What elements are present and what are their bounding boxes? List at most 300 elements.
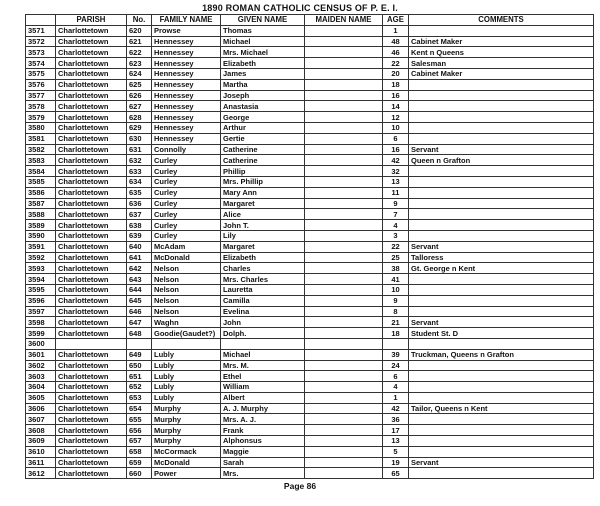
number-cell: 623 (127, 58, 152, 69)
parish-cell: Charlottetown (56, 436, 127, 447)
row-id-cell: 3590 (26, 230, 56, 241)
age-cell: 65 (383, 468, 409, 479)
parish-cell: Charlottetown (56, 187, 127, 198)
age-cell: 19 (383, 457, 409, 468)
comments-cell (409, 101, 594, 112)
given-name-cell: Mrs. Michael (221, 47, 305, 58)
number-cell: 626 (127, 90, 152, 101)
age-cell: 21 (383, 317, 409, 328)
family-name-cell: McCormack (152, 446, 221, 457)
parish-cell: Charlottetown (56, 90, 127, 101)
family-name-cell: Power (152, 468, 221, 479)
given-name-cell: A. J. Murphy (221, 403, 305, 414)
comments-cell (409, 306, 594, 317)
parish-cell: Charlottetown (56, 47, 127, 58)
header-row (26, 15, 594, 26)
comments-cell (409, 187, 594, 198)
row-id-cell: 3610 (26, 446, 56, 457)
family-name-cell: Connolly (152, 144, 221, 155)
maiden-name-cell (305, 166, 383, 177)
comments-cell (409, 220, 594, 231)
family-name-cell: Murphy (152, 414, 221, 425)
given-name-cell: Albert (221, 392, 305, 403)
given-name-cell: Camilla (221, 295, 305, 306)
table-row (26, 176, 594, 187)
age-cell: 6 (383, 371, 409, 382)
row-id-cell: 3598 (26, 317, 56, 328)
census-table (25, 14, 594, 479)
comments-cell: Gt. George n Kent (409, 263, 594, 274)
maiden-name-cell (305, 403, 383, 414)
number-cell: 659 (127, 457, 152, 468)
given-name-cell: Mrs. (221, 468, 305, 479)
table-row (26, 252, 594, 263)
family-name-cell: McDonald (152, 457, 221, 468)
number-cell: 629 (127, 122, 152, 133)
row-id-cell: 3601 (26, 349, 56, 360)
comments-cell: Servant (409, 317, 594, 328)
given-name-cell: James (221, 68, 305, 79)
maiden-name-cell (305, 25, 383, 36)
age-cell: 20 (383, 68, 409, 79)
comments-cell (409, 338, 594, 349)
number-cell: 641 (127, 252, 152, 263)
row-id-cell: 3608 (26, 425, 56, 436)
table-row (26, 241, 594, 252)
table-row (26, 198, 594, 209)
row-id-cell: 3573 (26, 47, 56, 58)
family-name-cell: Lubly (152, 349, 221, 360)
number-cell: 656 (127, 425, 152, 436)
table-row (26, 90, 594, 101)
family-name-cell: Hennessey (152, 47, 221, 58)
family-name-cell: Lubly (152, 392, 221, 403)
number-cell: 640 (127, 241, 152, 252)
parish-cell: Charlottetown (56, 112, 127, 123)
maiden-name-cell (305, 133, 383, 144)
row-id-cell: 3584 (26, 166, 56, 177)
maiden-name-cell (305, 241, 383, 252)
table-row (26, 79, 594, 90)
row-id-cell: 3607 (26, 414, 56, 425)
maiden-name-cell (305, 436, 383, 447)
given-name-cell: Charles (221, 263, 305, 274)
table-row (26, 436, 594, 447)
number-cell: 636 (127, 198, 152, 209)
maiden-name-cell (305, 36, 383, 47)
table-row (26, 263, 594, 274)
age-cell: 12 (383, 112, 409, 123)
given-name-cell: Alphonsus (221, 436, 305, 447)
maiden-name-cell (305, 295, 383, 306)
parish-header: PARISH (56, 15, 127, 26)
number-cell: 637 (127, 209, 152, 220)
family-name-cell: Nelson (152, 263, 221, 274)
number-cell: 657 (127, 436, 152, 447)
given-name-cell: Lily (221, 230, 305, 241)
maiden-name-cell (305, 155, 383, 166)
row-id-cell: 3612 (26, 468, 56, 479)
row-id-cell: 3577 (26, 90, 56, 101)
number-cell: 635 (127, 187, 152, 198)
given-name-cell: John T. (221, 220, 305, 231)
age-cell: 46 (383, 47, 409, 58)
maiden-name-cell (305, 328, 383, 339)
parish-cell: Charlottetown (56, 241, 127, 252)
age-cell: 39 (383, 349, 409, 360)
given-name-cell: Catherine (221, 144, 305, 155)
row-id-cell: 3593 (26, 263, 56, 274)
row-id-cell: 3605 (26, 392, 56, 403)
age-cell: 10 (383, 284, 409, 295)
family-name-cell: Hennessey (152, 122, 221, 133)
table-row (26, 295, 594, 306)
comments-cell: Kent n Queens (409, 47, 594, 58)
given-name-cell: William (221, 382, 305, 393)
age-cell: 1 (383, 392, 409, 403)
table-row (26, 414, 594, 425)
row-id-cell: 3582 (26, 144, 56, 155)
parish-cell: Charlottetown (56, 36, 127, 47)
age-cell: 1 (383, 25, 409, 36)
maiden-name-cell (305, 198, 383, 209)
table-row (26, 112, 594, 123)
comments-cell: Student St. D (409, 328, 594, 339)
row-id-cell: 3585 (26, 176, 56, 187)
table-row (26, 403, 594, 414)
parish-cell: Charlottetown (56, 176, 127, 187)
parish-cell: Charlottetown (56, 155, 127, 166)
parish-cell: Charlottetown (56, 209, 127, 220)
family-name-cell: Waghn (152, 317, 221, 328)
table-row (26, 338, 594, 349)
parish-cell: Charlottetown (56, 392, 127, 403)
age-cell: 41 (383, 274, 409, 285)
number-cell: 650 (127, 360, 152, 371)
row-id-cell: 3578 (26, 101, 56, 112)
parish-cell: Charlottetown (56, 68, 127, 79)
table-row (26, 68, 594, 79)
table-row (26, 360, 594, 371)
table-row (26, 425, 594, 436)
age-cell: 4 (383, 220, 409, 231)
age-cell: 42 (383, 155, 409, 166)
comments-cell (409, 79, 594, 90)
table-row (26, 446, 594, 457)
family-name-cell: McDonald (152, 252, 221, 263)
number-cell: 646 (127, 306, 152, 317)
age-cell: 18 (383, 79, 409, 90)
table-row (26, 306, 594, 317)
row-id-cell: 3574 (26, 58, 56, 69)
number-cell: 639 (127, 230, 152, 241)
comments-cell: Cabinet Maker (409, 68, 594, 79)
maiden-name-cell (305, 112, 383, 123)
row-id-cell: 3602 (26, 360, 56, 371)
family-name-cell: Hennessey (152, 90, 221, 101)
row-id-cell: 3597 (26, 306, 56, 317)
comments-cell (409, 198, 594, 209)
table-row (26, 468, 594, 479)
number-cell: 624 (127, 68, 152, 79)
row-id-cell: 3580 (26, 122, 56, 133)
parish-cell: Charlottetown (56, 263, 127, 274)
given-name-cell: Maggie (221, 446, 305, 457)
table-row (26, 133, 594, 144)
row-id-cell: 3588 (26, 209, 56, 220)
given-name-cell: Michael (221, 36, 305, 47)
family-name-cell: Curley (152, 198, 221, 209)
comments-cell (409, 446, 594, 457)
given-name-cell: Joseph (221, 90, 305, 101)
number-cell: 638 (127, 220, 152, 231)
family-name-cell: Hennessey (152, 36, 221, 47)
number-cell: 651 (127, 371, 152, 382)
parish-cell: Charlottetown (56, 230, 127, 241)
row-id-cell: 3581 (26, 133, 56, 144)
table-row (26, 25, 594, 36)
number-cell: 655 (127, 414, 152, 425)
given-name-cell: Margaret (221, 198, 305, 209)
given-name-cell: Elizabeth (221, 252, 305, 263)
age-cell: 22 (383, 241, 409, 252)
maiden-name-cell (305, 360, 383, 371)
number-cell: 627 (127, 101, 152, 112)
number-cell: 647 (127, 317, 152, 328)
maiden-name-cell (305, 457, 383, 468)
table-row (26, 328, 594, 339)
maiden-name-cell (305, 252, 383, 263)
row-id-cell: 3576 (26, 79, 56, 90)
given-name-cell: Dolph. (221, 328, 305, 339)
comments-cell (409, 360, 594, 371)
age-cell: 38 (383, 263, 409, 274)
age-cell: 9 (383, 295, 409, 306)
age-cell: 32 (383, 166, 409, 177)
age-cell: 9 (383, 198, 409, 209)
number-cell: 658 (127, 446, 152, 457)
number-cell: 644 (127, 284, 152, 295)
given-name-cell: Evelina (221, 306, 305, 317)
parish-cell: Charlottetown (56, 122, 127, 133)
row-id-cell: 3583 (26, 155, 56, 166)
parish-cell: Charlottetown (56, 403, 127, 414)
number-cell: 649 (127, 349, 152, 360)
number-cell: 648 (127, 328, 152, 339)
comments-cell (409, 209, 594, 220)
age-cell: 42 (383, 403, 409, 414)
age-cell (383, 338, 409, 349)
maiden-name-cell (305, 263, 383, 274)
family-name-cell: McAdam (152, 241, 221, 252)
given-name-cell (221, 338, 305, 349)
given-name-cell: Lauretta (221, 284, 305, 295)
family-name-cell: Murphy (152, 436, 221, 447)
table-row (26, 47, 594, 58)
number-cell: 652 (127, 382, 152, 393)
age-cell: 14 (383, 101, 409, 112)
parish-cell: Charlottetown (56, 328, 127, 339)
parish-cell: Charlottetown (56, 166, 127, 177)
comments-cell (409, 90, 594, 101)
age-cell: 10 (383, 122, 409, 133)
parish-cell: Charlottetown (56, 414, 127, 425)
age-cell: 16 (383, 90, 409, 101)
comments-cell (409, 371, 594, 382)
table-row (26, 209, 594, 220)
age-cell: 18 (383, 328, 409, 339)
maiden-name-cell (305, 79, 383, 90)
family-name-cell (152, 338, 221, 349)
comments-cell (409, 414, 594, 425)
parish-cell: Charlottetown (56, 468, 127, 479)
maiden-name-cell (305, 122, 383, 133)
family-name-cell: Nelson (152, 284, 221, 295)
family-name-cell: Curley (152, 230, 221, 241)
comments-cell (409, 166, 594, 177)
maiden-name-cell (305, 209, 383, 220)
row-id-cell: 3599 (26, 328, 56, 339)
family-name-cell: Hennessey (152, 101, 221, 112)
parish-cell: Charlottetown (56, 101, 127, 112)
family-name-cell: Lubly (152, 360, 221, 371)
maiden-name-cell (305, 144, 383, 155)
number-cell: 642 (127, 263, 152, 274)
number-cell: 660 (127, 468, 152, 479)
age-cell: 5 (383, 446, 409, 457)
parish-cell: Charlottetown (56, 220, 127, 231)
age-cell: 17 (383, 425, 409, 436)
comments-cell: Truckman, Queens n Grafton (409, 349, 594, 360)
table-row (26, 187, 594, 198)
comments-cell (409, 122, 594, 133)
maiden-name-cell (305, 349, 383, 360)
number-cell: 653 (127, 392, 152, 403)
number-cell: 645 (127, 295, 152, 306)
comments-cell: Servant (409, 241, 594, 252)
family-name-cell: Nelson (152, 306, 221, 317)
given-name-cell: Ethel (221, 371, 305, 382)
comments-cell (409, 295, 594, 306)
row-id-cell: 3592 (26, 252, 56, 263)
family-name-cell: Lubly (152, 382, 221, 393)
number-cell: 622 (127, 47, 152, 58)
maiden-name-cell (305, 47, 383, 58)
comments-header: COMMENTS (409, 15, 594, 26)
number-cell: 621 (127, 36, 152, 47)
comments-cell (409, 133, 594, 144)
parish-cell: Charlottetown (56, 133, 127, 144)
maiden-name-cell (305, 220, 383, 231)
family-name-cell: Lubly (152, 371, 221, 382)
comments-cell (409, 392, 594, 403)
maiden-name-cell (305, 176, 383, 187)
row-id-cell: 3611 (26, 457, 56, 468)
family-name-cell: Hennessey (152, 112, 221, 123)
age-cell: 25 (383, 252, 409, 263)
row-id-cell: 3586 (26, 187, 56, 198)
age-cell: 7 (383, 209, 409, 220)
family-name-cell: Nelson (152, 295, 221, 306)
table-row (26, 382, 594, 393)
number-cell: 631 (127, 144, 152, 155)
age-cell: 6 (383, 133, 409, 144)
comments-cell (409, 112, 594, 123)
age-cell: 3 (383, 230, 409, 241)
row-id-cell: 3571 (26, 25, 56, 36)
row-id-cell: 3579 (26, 112, 56, 123)
given-name-cell: Phillip (221, 166, 305, 177)
table-row (26, 230, 594, 241)
family-name-cell: Goodie(Gaudet?) (152, 328, 221, 339)
number-cell: 625 (127, 79, 152, 90)
row-id-cell: 3609 (26, 436, 56, 447)
maiden-name-cell (305, 446, 383, 457)
family-name-cell: Curley (152, 209, 221, 220)
parish-cell: Charlottetown (56, 58, 127, 69)
row-id-cell: 3600 (26, 338, 56, 349)
family-name-cell: Murphy (152, 425, 221, 436)
row-id-cell: 3595 (26, 284, 56, 295)
given-name-cell: Frank (221, 425, 305, 436)
family-name-cell: Nelson (152, 274, 221, 285)
row-id-cell: 3606 (26, 403, 56, 414)
maiden-name-cell (305, 306, 383, 317)
parish-cell: Charlottetown (56, 198, 127, 209)
family-name-cell: Curley (152, 155, 221, 166)
table-row (26, 349, 594, 360)
maiden-name-cell (305, 414, 383, 425)
page-number: Page 86 (283, 481, 317, 491)
comments-cell: Talloress (409, 252, 594, 263)
age-cell: 48 (383, 36, 409, 47)
row-id-cell: 3604 (26, 382, 56, 393)
table-row (26, 166, 594, 177)
comments-cell (409, 230, 594, 241)
table-row (26, 220, 594, 231)
age-cell: 16 (383, 144, 409, 155)
parish-cell: Charlottetown (56, 295, 127, 306)
given-name-cell: Mary Ann (221, 187, 305, 198)
number-cell: 643 (127, 274, 152, 285)
parish-cell: Charlottetown (56, 349, 127, 360)
parish-cell: Charlottetown (56, 317, 127, 328)
given-name-cell: Thomas (221, 25, 305, 36)
row-id-cell: 3589 (26, 220, 56, 231)
comments-cell: Salesman (409, 58, 594, 69)
age-cell: 13 (383, 176, 409, 187)
comments-cell (409, 468, 594, 479)
comments-cell (409, 284, 594, 295)
given-name-cell: Margaret (221, 241, 305, 252)
family-name-cell: Curley (152, 166, 221, 177)
row-id-cell: 3591 (26, 241, 56, 252)
given-name-cell: Catherine (221, 155, 305, 166)
comments-cell (409, 274, 594, 285)
age-cell: 22 (383, 58, 409, 69)
given-name-cell: Elizabeth (221, 58, 305, 69)
family-name-cell: Curley (152, 187, 221, 198)
row-id-header (26, 15, 56, 26)
comments-cell (409, 436, 594, 447)
given-name-header: GIVEN NAME (221, 15, 305, 26)
parish-cell: Charlottetown (56, 144, 127, 155)
number-cell: 628 (127, 112, 152, 123)
maiden-name-cell (305, 101, 383, 112)
table-row (26, 155, 594, 166)
parish-cell: Charlottetown (56, 79, 127, 90)
row-id-cell: 3587 (26, 198, 56, 209)
